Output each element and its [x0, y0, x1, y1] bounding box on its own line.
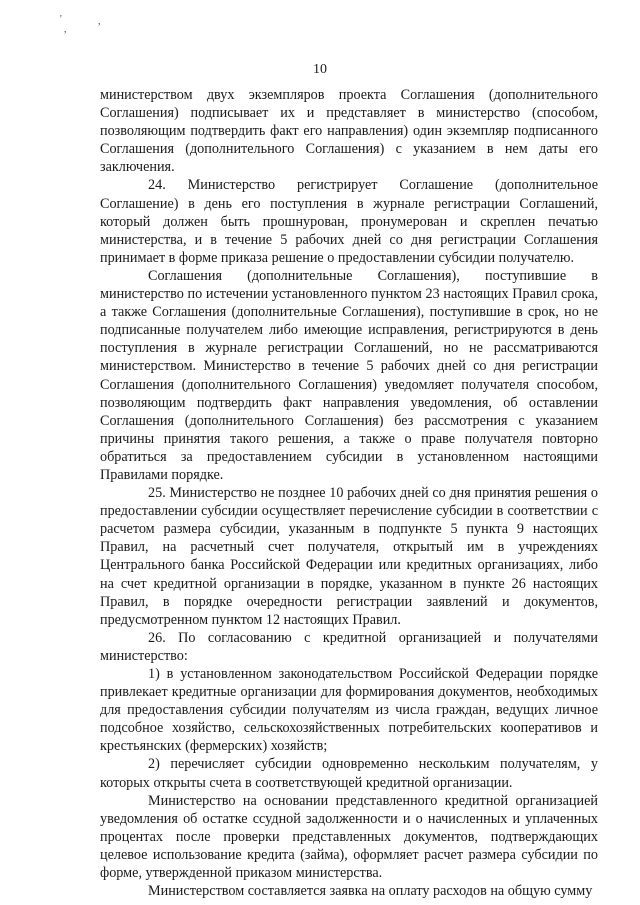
- paragraph: Министерство на основании представленного кредитной организацией уведомления об остатке ссудной задолженности и о начисленных и уплаченных процентах после проверки представленных документов, подтверждающих целевое использование кредита (займа), оформляет расчет размера субсидии по форме, утвержденной приказом министерства.: [100, 792, 598, 882]
- paragraph: 26. По согласованию с кредитной организацией и получателями министерство:: [100, 629, 598, 664]
- paragraph: 24. Министерство регистрирует Соглашение (дополнительное Соглашение) в день его поступления в журнале регистрации Соглашений, который должен быть прошнурован, пронумерован и скреплен печатью министерства, и в течение 5 рабочих дней со дня регистрации Соглашения принимает в форме приказа решение о предоставлении субсидии получателю.: [100, 177, 598, 266]
- paragraph: 1) в установленном законодательством Российской Федерации порядке привлекает кредитные организации для формирования документов, необходимых для предоставления субсидии получателям из числа граждан, ведущих личное подсобное хозяйство, сельскохозяйственных потребительских кооперативов и крестьянских (фермерских) хозяйств;: [100, 666, 598, 755]
- paragraph: 25. Министерство не позднее 10 рабочих дней со дня принятия решения о предоставлении субсидии осуществляет перечисление субсидии в соответствии с расчетом размера субсидии, указанным в подпункте 5 пункта 9 настоящих Правил, на расчетный счет получателя, открытый им в учреждениях Центрального банка Российской Федерации или кредитных организациях, либо на счет кредитной организации в порядке, указанном в пункте 26 настоящих Правил, в порядке очередности регистрации заявлений и документов, предусмотренном пунктом 12 настоящих Правил.: [100, 485, 598, 628]
- scan-mark: ': [60, 14, 62, 25]
- paragraph: 2) перечисляет субсидии одновременно нескольким получателям, у которых открыты счета в соответствующей кредитной организации.: [100, 756, 598, 791]
- paragraph: Министерством составляется заявка на оплату расходов на общую сумму: [148, 883, 593, 900]
- body-text: [100, 86, 598, 900]
- scan-mark: ,: [98, 16, 101, 27]
- scan-mark: ,: [64, 24, 67, 35]
- page-number: 10: [313, 62, 327, 77]
- paragraph: Соглашения (дополнительные Соглашения), поступившие в министерство по истечении установленного пунктом 23 настоящих Правил срока, а также Соглашения (дополнительные Соглашения), поступившие в срок, но не подписанные получателем либо имеющие исправления, регистрируются в день поступления в журнале регистрации Соглашений, но не рассматриваются министерством. Министерство в течение 5 рабочих дней со дня регистрации Соглашения (дополнительного Соглашения) уведомляет получателя способом, позволяющим подтвердить факт направления уведомления, об оставлении Соглашения (дополнительного Соглашения) без рассмотрения с указанием причины принятия такого решения, а также о праве получателя повторно обратиться за предоставлением субсидии в установленном настоящими Правилами порядке.: [100, 267, 598, 483]
- paragraph: министерством двух экземпляров проекта Соглашения (дополнительного Соглашения) подписывает их и представляет в министерство (способом, позволяющим подтвердить факт его направления) один экземпляр подписанного Соглашения (дополнительного Соглашения) с указанием в нем даты его заключения.: [100, 87, 598, 176]
